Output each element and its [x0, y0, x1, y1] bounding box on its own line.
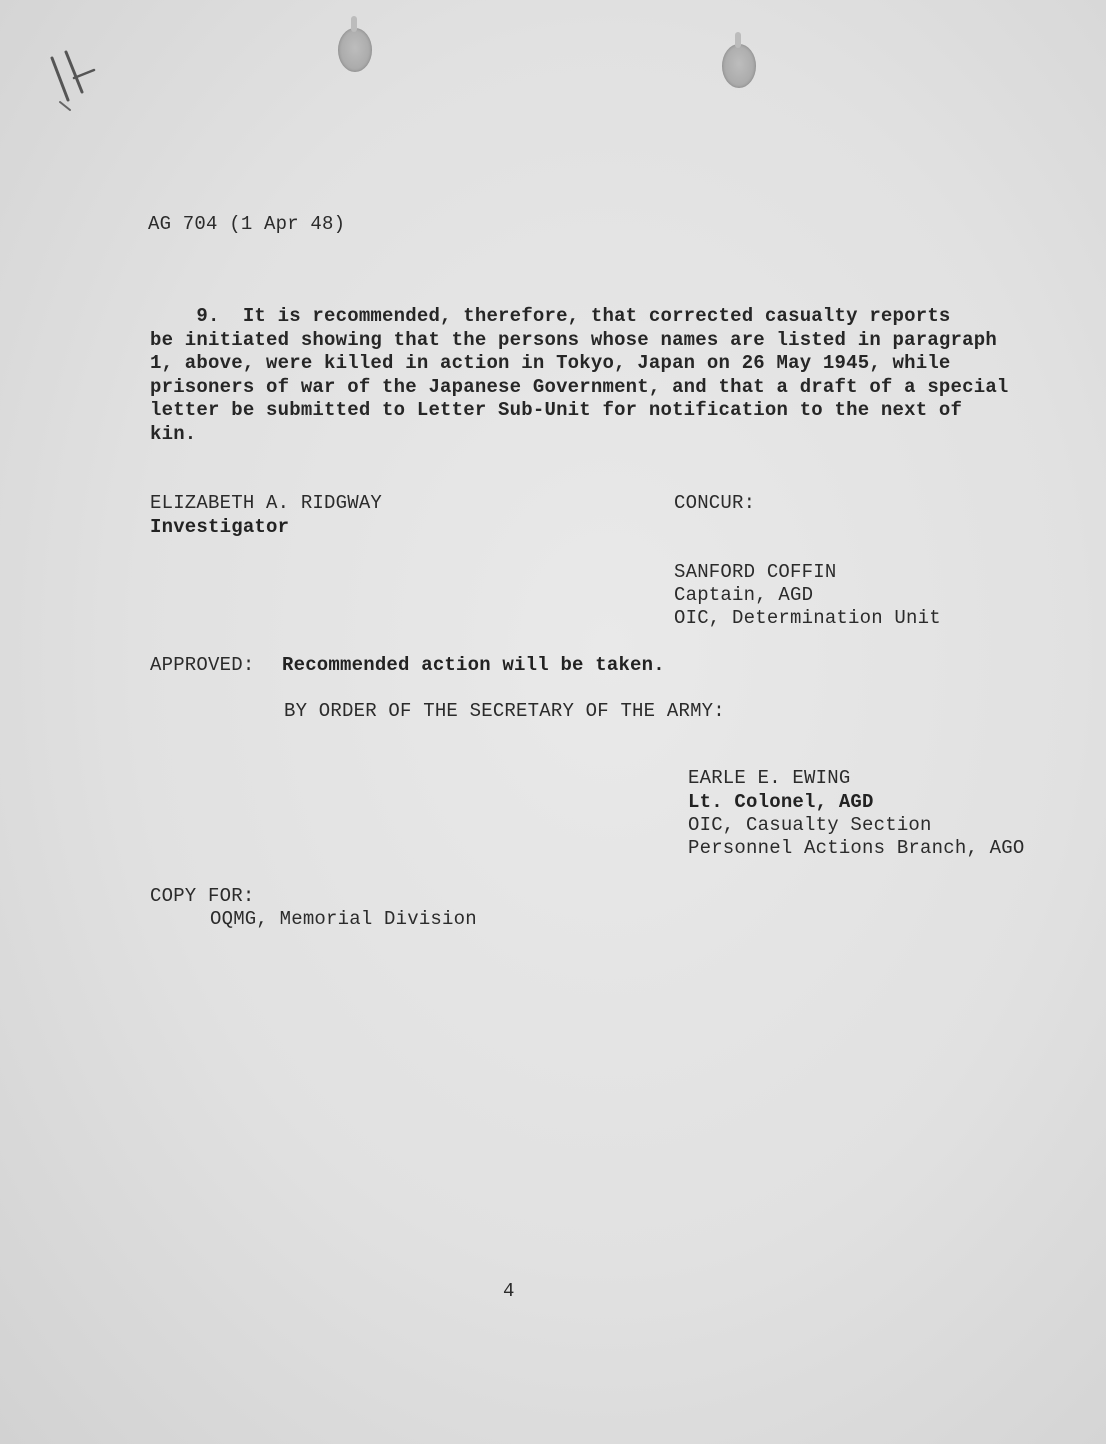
approved-label: APPROVED:: [150, 654, 255, 676]
concur-name: SANFORD COFFIN: [674, 561, 837, 583]
signer-branch: Personnel Actions Branch, AGO: [688, 837, 1025, 859]
paragraph-line: 9. It is recommended, therefore, that corrected casualty reports: [150, 305, 951, 327]
signer-unit: OIC, Casualty Section: [688, 814, 932, 836]
punch-hole-left: [338, 28, 372, 72]
paragraph-line: prisoners of war of the Japanese Government, and that a draft of a special: [150, 375, 1009, 398]
paragraph-line: kin.: [150, 422, 197, 445]
concur-rank: Captain, AGD: [674, 584, 814, 606]
investigator-name: ELIZABETH A. RIDGWAY: [150, 492, 383, 514]
recommendation-paragraph: [150, 305, 1020, 447]
investigator-title: Investigator: [150, 516, 290, 538]
punch-hole-right: [722, 44, 756, 88]
file-reference: AG 704 (1 Apr 48): [148, 213, 346, 235]
signer-rank: Lt. Colonel, AGD: [688, 791, 874, 813]
copy-for-label: COPY FOR:: [150, 885, 255, 907]
paragraph-line: 1, above, were killed in action in Tokyo, Japan on 26 May 1945, while: [150, 352, 951, 375]
copy-for-recipient: OQMG, Memorial Division: [210, 908, 477, 930]
approved-text: Recommended action will be taken.: [282, 654, 665, 676]
signer-name: EARLE E. EWING: [688, 767, 851, 789]
page-number: 4: [503, 1280, 515, 1302]
by-order-line: BY ORDER OF THE SECRETARY OF THE ARMY:: [284, 700, 725, 722]
paragraph-line: be initiated showing that the persons whose names are listed in paragraph: [150, 328, 997, 351]
concur-label: CONCUR:: [674, 492, 756, 514]
concur-unit: OIC, Determination Unit: [674, 607, 941, 629]
paragraph-line: letter be submitted to Letter Sub-Unit for notification to the next of: [150, 399, 963, 422]
handwritten-mark-icon: [40, 40, 110, 120]
